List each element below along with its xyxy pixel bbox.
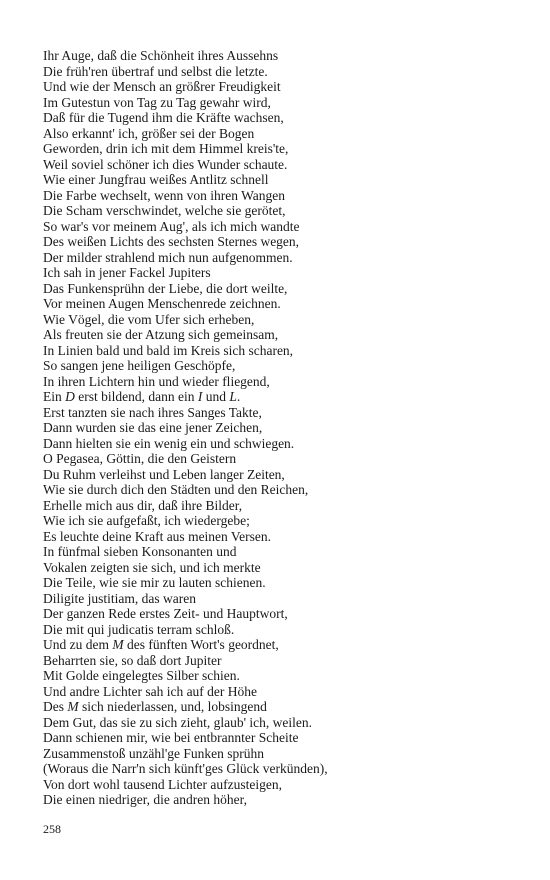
verse-line: [43, 234, 523, 250]
verse-text: Wie ich sie aufgefaßt, ich wiedergebe;: [43, 513, 250, 528]
verse-text: Der milder strahlend mich nun aufgenommen.: [43, 249, 293, 265]
verse-text: Ein: [43, 389, 66, 404]
verse-text: Das Funkensprühn der Liebe, die dort weilte,: [43, 280, 288, 296]
verse-text: Beharrten sie, so daß dort Jupiter: [43, 652, 222, 668]
italic-letter: D: [65, 389, 75, 404]
verse-line: [43, 296, 523, 312]
verse-line: [43, 172, 523, 188]
verse-line: [43, 668, 523, 684]
verse-line: [43, 513, 523, 529]
verse-text: Des weißen Lichts des sechsten Sternes wegen,: [43, 234, 300, 249]
verse-line: [43, 219, 523, 235]
verse-text: In fünfmal sieben Konsonanten und: [43, 544, 237, 559]
verse-text: Die Farbe wechselt, wenn von ihren Wangen: [43, 187, 285, 203]
verse-line: [43, 343, 523, 359]
italic-letter: L: [229, 389, 237, 404]
verse-text: So war's vor meinem Aug', als ich mich wandte: [43, 218, 300, 234]
verse-text: Die einen niedriger, die andren höher,: [43, 792, 247, 807]
verse-line: [43, 467, 523, 483]
verse-text: So sangen jene heiligen Geschöpfe,: [43, 358, 236, 373]
verse-text: In ihren Lichtern hin und wieder fliegend,: [43, 373, 270, 389]
verse-line: [43, 405, 523, 421]
verse-text: Dann wurden sie das eine jener Zeichen,: [43, 420, 263, 435]
verse-text: Dem Gut, das sie zu sich zieht, glaub' ich, weilen.: [43, 714, 312, 730]
verse-line: [43, 436, 523, 452]
verse-text: Also erkannt' ich, größer sei der Bogen: [43, 125, 255, 141]
verse-text: Dann hielten sie ein wenig ein und schwiegen.: [43, 435, 295, 451]
verse-line: [43, 591, 523, 607]
verse-text: Und andre Lichter sah ich auf der Höhe: [43, 683, 258, 699]
verse-line: [43, 64, 523, 80]
verse-line: [43, 746, 523, 762]
verse-text: Des: [43, 699, 68, 714]
verse-text: Der ganzen Rede erstes Zeit- und Hauptwort,: [43, 606, 288, 621]
verse-text: Wie sie durch dich den Städten und den Reichen,: [43, 482, 309, 497]
verse-text: Als freuten sie der Atzung sich gemeinsam,: [43, 327, 279, 342]
verse-text: Vor meinen Augen Menschenrede zeichnen.: [43, 296, 281, 311]
verse-line: [43, 420, 523, 436]
verse-line: [43, 79, 523, 95]
verse-line: [43, 575, 523, 591]
verse-text: Vokalen zeigten sie sich, und ich merkte: [43, 559, 261, 575]
verse-line: [43, 730, 523, 746]
verse-line: [43, 544, 523, 560]
verse-text: (Woraus die Narr'n sich künft'ges Glück verkünden),: [43, 761, 328, 776]
verse-line: [43, 141, 523, 157]
verse-line: [43, 188, 523, 204]
verse-text: Die Scham verschwindet, welche sie gerötet,: [43, 203, 286, 218]
verse-line: [43, 374, 523, 390]
verse-text: Von dort wohl tausend Lichter aufzusteigen,: [43, 776, 282, 792]
verse-line: [43, 792, 523, 808]
verse-text: Und zu dem: [43, 637, 113, 652]
verse-text: Im Gutestun von Tag zu Tag gewahr wird,: [43, 94, 271, 110]
verse-line: [43, 265, 523, 281]
verse-line: [43, 699, 523, 715]
verse-text: Diligite justitiam, das waren: [43, 590, 196, 606]
verse-text: sich niederlassen, und, lobsingend: [78, 699, 267, 714]
verse-text: In Linien bald und bald im Kreis sich scharen,: [43, 342, 294, 358]
verse-line: [43, 777, 523, 793]
verse-text: Wie Vögel, die vom Ufer sich erheben,: [43, 311, 255, 327]
verse-line: [43, 715, 523, 731]
verse-line: [43, 157, 523, 173]
verse-line: [43, 250, 523, 266]
verse-line: [43, 312, 523, 328]
verse-text: Weil soviel schöner ich dies Wunder schaute.: [43, 156, 288, 172]
verse-text: O Pegasea, Göttin, die den Geistern: [43, 451, 237, 466]
verse-text: Die mit qui judicatis terram schloß.: [43, 621, 235, 637]
italic-letter: M: [67, 699, 79, 714]
verse-line: [43, 684, 523, 700]
verse-text: .: [236, 389, 241, 404]
verse-text: erst bildend, dann ein: [74, 389, 198, 404]
verse-line: [43, 498, 523, 514]
verse-line: [43, 281, 523, 297]
verse-text: des fünften Wort's geordnet,: [123, 637, 279, 652]
verse-line: [43, 48, 523, 64]
verse-line: [43, 110, 523, 126]
verse-text: Wie einer Jungfrau weißes Antlitz schnell: [43, 172, 269, 187]
verse-line: [43, 606, 523, 622]
verse-text: Die Teile, wie sie mir zu lauten schienen.: [43, 575, 266, 590]
verse-line: [43, 95, 523, 111]
verse-text: Es leuchte deine Kraft aus meinen Versen.: [43, 528, 272, 544]
verse-line: [43, 529, 523, 545]
verse-text: Du Ruhm verleihst und Leben langer Zeiten,: [43, 466, 285, 482]
italic-letter: M: [112, 637, 124, 652]
verse-text: und: [202, 389, 230, 404]
verse-line: [43, 203, 523, 219]
verse-text: Ich sah in jener Fackel Jupiters: [43, 265, 211, 280]
verse-line: [43, 482, 523, 498]
verse-line: [43, 327, 523, 343]
verse-text: Daß für die Tugend ihm die Kräfte wachsen,: [43, 110, 284, 125]
verse-line: [43, 622, 523, 638]
verse-text: Und wie der Mensch an größrer Freudigkeit: [43, 79, 281, 94]
verse-text: Erhelle mich aus dir, daß ihre Bilder,: [43, 497, 243, 513]
verse-text: Zusammenstoß unzähl'ge Funken sprühn: [43, 745, 265, 761]
verse-text: Geworden, drin ich mit dem Himmel kreis'te,: [43, 141, 289, 156]
verse-line: [43, 761, 523, 777]
verse-line: [43, 653, 523, 669]
verse-text: Die früh'ren übertraf und selbst die letzte.: [43, 63, 268, 79]
poem-text: [43, 48, 523, 808]
verse-text: Dann schienen mir, wie bei entbrannter Scheite: [43, 730, 299, 745]
verse-line: [43, 389, 523, 405]
italic-letter: I: [197, 389, 203, 404]
verse-line: [43, 358, 523, 374]
verse-line: [43, 451, 523, 467]
verse-text: Mit Golde eingelegtes Silber schien.: [43, 668, 240, 683]
verse-line: [43, 560, 523, 576]
page-number: 258: [43, 822, 61, 836]
verse-line: [43, 126, 523, 142]
verse-text: Erst tanzten sie nach ihres Sanges Takte,: [43, 404, 262, 420]
verse-line: [43, 637, 523, 653]
verse-text: Ihr Auge, daß die Schönheit ihres Aussehns: [43, 48, 279, 63]
